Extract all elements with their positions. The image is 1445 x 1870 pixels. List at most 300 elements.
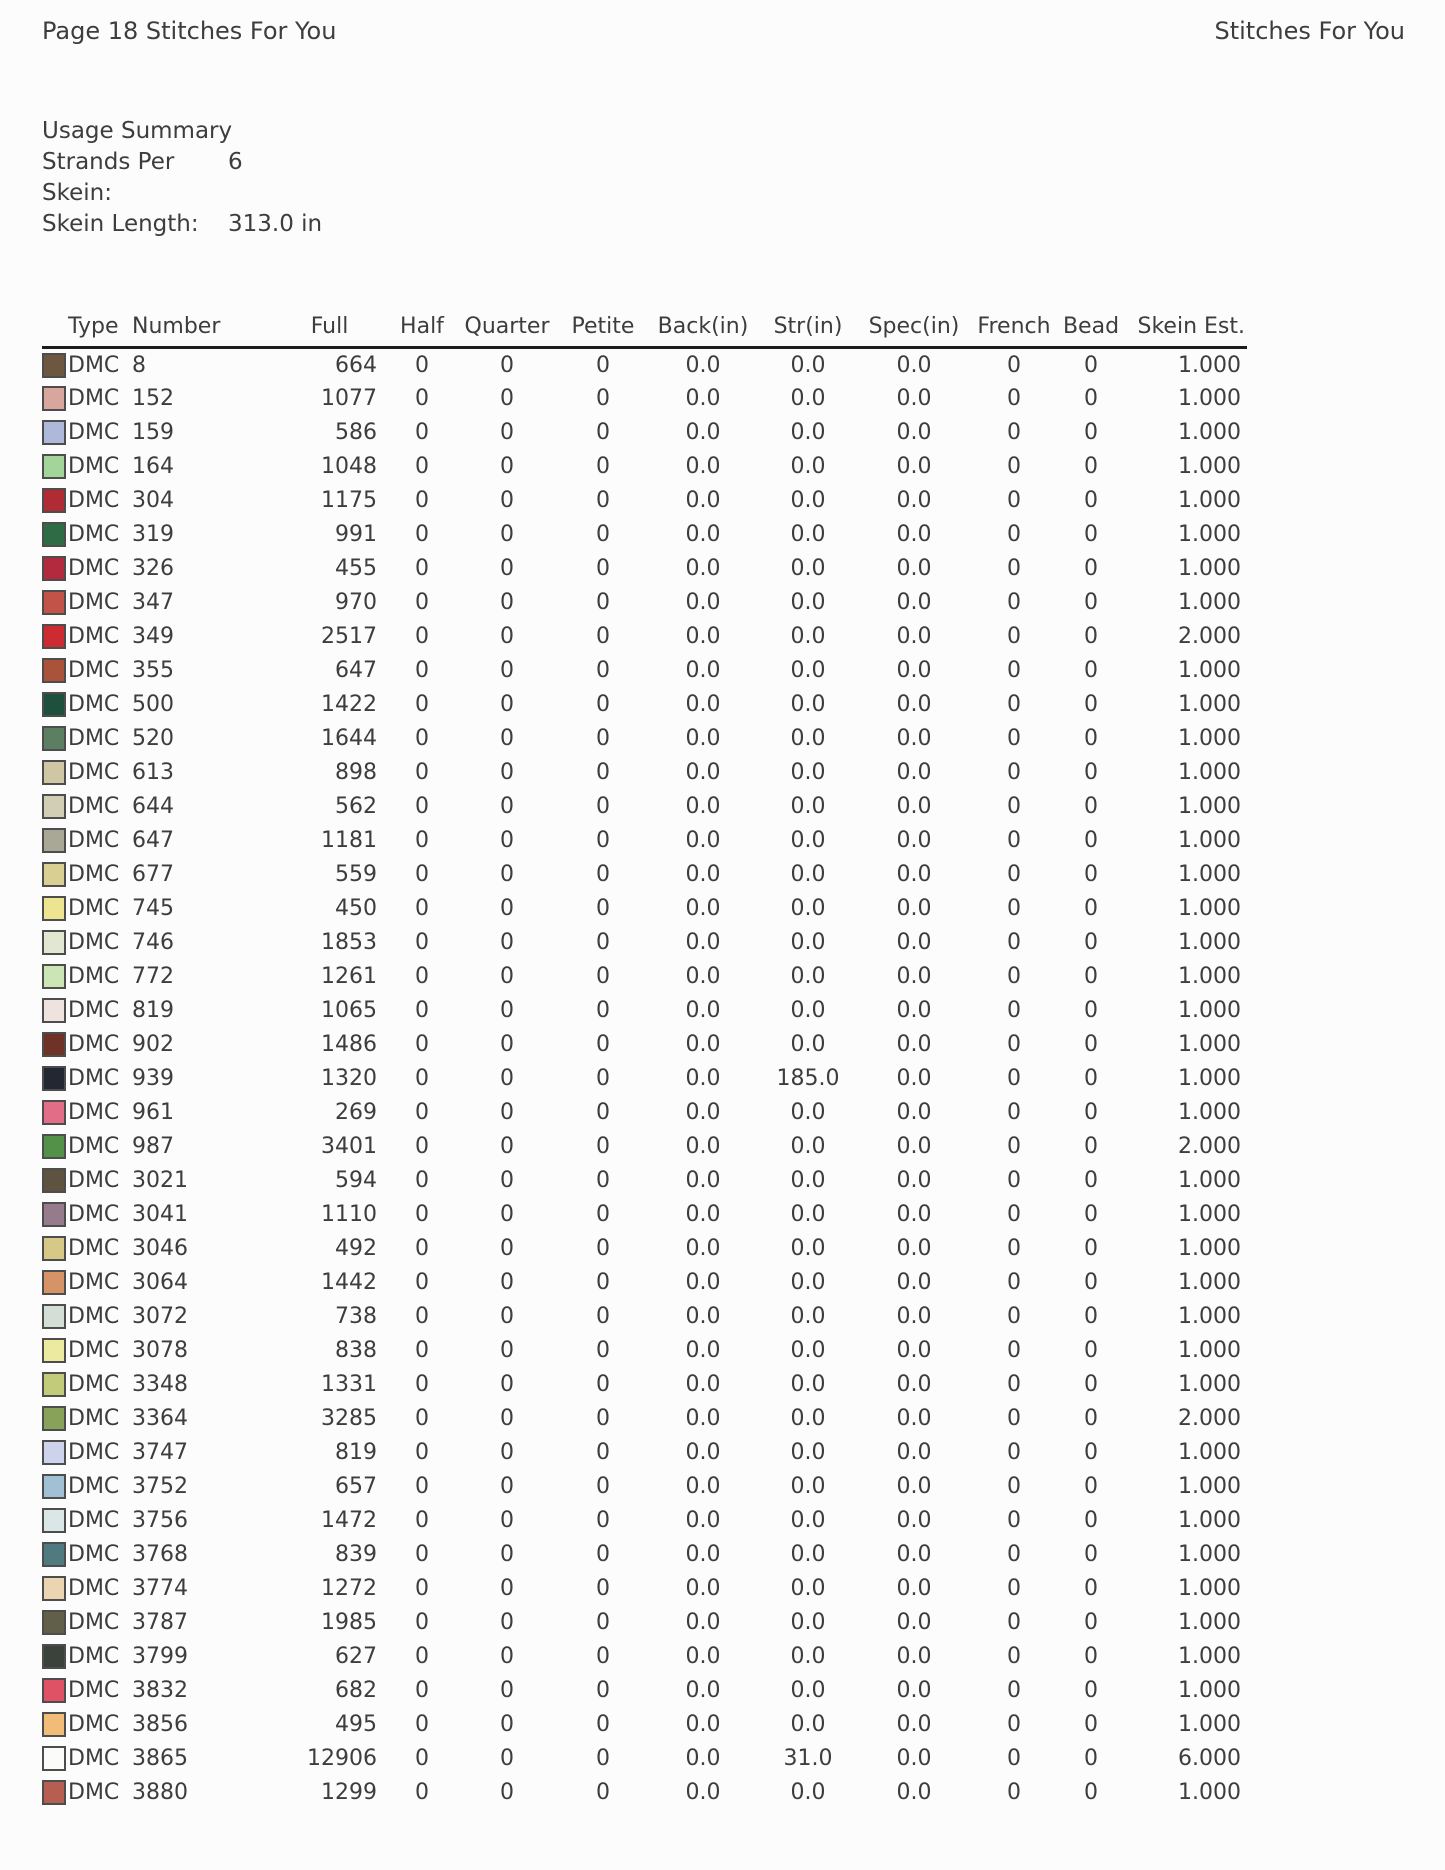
half-cell: 0 (415, 352, 429, 378)
color-swatch (42, 1236, 66, 1261)
number-cell: 500 (132, 692, 174, 717)
swatch-cell (42, 722, 68, 756)
skein-est-cell: 1.000 (1178, 386, 1241, 411)
bead-cell: 0 (1084, 1236, 1098, 1261)
color-swatch (42, 1032, 66, 1057)
bead-cell: 0 (1084, 1678, 1098, 1703)
skein-est-cell: 1.000 (1178, 556, 1241, 581)
number-cell: 3064 (132, 1270, 188, 1295)
str-in-cell: 0.0 (790, 1440, 826, 1465)
str-in-cell: 0.0 (790, 1236, 826, 1261)
number-cell: 304 (132, 488, 174, 513)
str-in-cell: 0.0 (790, 1032, 826, 1057)
type-cell: DMC (68, 726, 120, 751)
swatch-cell (42, 1130, 68, 1164)
quarter-cell: 0 (500, 1236, 514, 1261)
color-swatch (42, 1406, 66, 1431)
french-cell: 0 (1007, 964, 1021, 989)
str-in-cell: 0.0 (790, 964, 826, 989)
quarter-cell: 0 (500, 1474, 514, 1499)
color-swatch (42, 930, 66, 955)
color-swatch (42, 522, 66, 547)
color-swatch (42, 1508, 66, 1533)
number-cell: 3072 (132, 1304, 188, 1329)
petite-cell: 0 (596, 352, 610, 378)
back-in-cell: 0.0 (685, 726, 721, 751)
petite-cell: 0 (596, 1202, 610, 1227)
str-in-cell: 0.0 (790, 760, 826, 785)
full-cell: 594 (335, 1168, 377, 1193)
swatch-cell (42, 1606, 68, 1640)
type-cell: DMC (68, 1134, 120, 1159)
str-in-cell: 0.0 (790, 1610, 826, 1635)
french-cell: 0 (1007, 930, 1021, 955)
half-cell: 0 (415, 1304, 429, 1329)
table-row (42, 960, 1247, 994)
full-cell: 450 (335, 896, 377, 921)
skein-est-cell: 1.000 (1178, 1066, 1241, 1091)
petite-cell: 0 (596, 998, 610, 1023)
color-swatch (42, 1746, 66, 1771)
str-in-cell: 31.0 (783, 1746, 833, 1771)
petite-cell: 0 (596, 1032, 610, 1057)
full-cell: 12906 (307, 1746, 377, 1771)
str-in-cell: 0.0 (790, 828, 826, 853)
type-cell: DMC (68, 1712, 120, 1737)
half-cell: 0 (415, 522, 429, 547)
str-in-cell: 0.0 (790, 1100, 826, 1125)
swatch-cell (42, 1708, 68, 1742)
type-cell: DMC (68, 624, 120, 649)
quarter-cell: 0 (500, 1576, 514, 1601)
quarter-cell: 0 (500, 1304, 514, 1329)
str-in-cell: 0.0 (790, 1202, 826, 1227)
back-in-cell: 0.0 (685, 658, 721, 683)
spec-in-cell: 0.0 (896, 1270, 932, 1295)
bead-cell: 0 (1084, 1542, 1098, 1567)
table-row (42, 824, 1247, 858)
swatch-cell (42, 586, 68, 620)
str-in-cell: 0.0 (790, 522, 826, 547)
full-cell: 1299 (321, 1780, 377, 1805)
type-cell: DMC (68, 1168, 120, 1193)
str-in-cell: 0.0 (790, 1678, 826, 1703)
table-row (42, 1164, 1247, 1198)
back-in-cell: 0.0 (685, 1338, 721, 1363)
back-in-cell: 0.0 (685, 488, 721, 513)
color-swatch (42, 1134, 66, 1159)
skein-est-cell: 1.000 (1178, 1304, 1241, 1329)
number-cell: 819 (132, 998, 174, 1023)
skein-est-cell: 1.000 (1178, 1508, 1241, 1533)
quarter-cell: 0 (500, 1610, 514, 1635)
half-cell: 0 (415, 1780, 429, 1805)
bead-cell: 0 (1084, 1372, 1098, 1397)
skein-est-cell: 1.000 (1178, 590, 1241, 615)
french-cell: 0 (1007, 590, 1021, 615)
skein-est-cell: 1.000 (1178, 1610, 1241, 1635)
spec-in-cell: 0.0 (896, 522, 932, 547)
table-row (42, 654, 1247, 688)
swatch-cell (42, 1096, 68, 1130)
swatch-cell (42, 1470, 68, 1504)
spec-in-cell: 0.0 (896, 658, 932, 683)
color-swatch (42, 1780, 66, 1805)
strands-per-skein-value: 6 (228, 149, 243, 175)
bead-cell: 0 (1084, 556, 1098, 581)
number-cell: 746 (132, 930, 174, 955)
spec-in-cell: 0.0 (896, 1644, 932, 1669)
spec-in-cell: 0.0 (896, 1508, 932, 1533)
str-in-cell: 0.0 (790, 1712, 826, 1737)
bead-cell: 0 (1084, 522, 1098, 547)
color-swatch (42, 1100, 66, 1125)
half-cell: 0 (415, 1338, 429, 1363)
number-cell: 987 (132, 1134, 174, 1159)
str-in-cell: 0.0 (790, 488, 826, 513)
spec-in-cell: 0.0 (896, 930, 932, 955)
petite-cell: 0 (596, 1610, 610, 1635)
half-cell: 0 (415, 1610, 429, 1635)
swatch-cell (42, 518, 68, 552)
skein-est-cell: 1.000 (1178, 726, 1241, 751)
half-cell: 0 (415, 1168, 429, 1193)
type-cell: DMC (68, 1474, 120, 1499)
table-row (42, 348, 1247, 382)
spec-in-cell: 0.0 (896, 1236, 932, 1261)
spec-in-cell: 0.0 (896, 794, 932, 819)
skein-est-cell: 1.000 (1178, 692, 1241, 717)
swatch-cell (42, 1640, 68, 1674)
spec-in-cell: 0.0 (896, 386, 932, 411)
number-cell: 347 (132, 590, 174, 615)
number-cell: 677 (132, 862, 174, 887)
str-in-cell: 0.0 (790, 1134, 826, 1159)
color-swatch (42, 420, 66, 445)
skein-est-cell: 1.000 (1178, 1542, 1241, 1567)
french-cell: 0 (1007, 1066, 1021, 1091)
quarter-cell: 0 (500, 1100, 514, 1125)
petite-cell: 0 (596, 1746, 610, 1771)
quarter-cell: 0 (500, 828, 514, 853)
french-cell: 0 (1007, 1508, 1021, 1533)
back-in-cell: 0.0 (685, 862, 721, 887)
spec-in-cell: 0.0 (896, 726, 932, 751)
spec-in-cell: 0.0 (896, 760, 932, 785)
quarter-cell: 0 (500, 658, 514, 683)
full-cell: 269 (335, 1100, 377, 1125)
page-title-left: Page 18 Stitches For You (42, 17, 337, 45)
str-in-cell: 0.0 (790, 726, 826, 751)
type-cell: DMC (68, 522, 120, 547)
table-row (42, 926, 1247, 960)
full-cell: 1320 (321, 1066, 377, 1091)
skein-est-cell: 1.000 (1178, 1474, 1241, 1499)
back-in-cell: 0.0 (685, 352, 721, 378)
swatch-cell (42, 1402, 68, 1436)
number-cell: 939 (132, 1066, 174, 1091)
back-in-cell: 0.0 (685, 1576, 721, 1601)
number-cell: 3348 (132, 1372, 188, 1397)
quarter-cell: 0 (500, 1202, 514, 1227)
swatch-cell (42, 1198, 68, 1232)
table-row (42, 892, 1247, 926)
number-cell: 3865 (132, 1746, 188, 1771)
half-cell: 0 (415, 998, 429, 1023)
number-cell: 3880 (132, 1780, 188, 1805)
skein-est-cell: 1.000 (1178, 828, 1241, 853)
table-row (42, 450, 1247, 484)
column-header-spec-in: Spec(in) (859, 314, 969, 348)
full-cell: 657 (335, 1474, 377, 1499)
quarter-cell: 0 (500, 1032, 514, 1057)
number-cell: 3078 (132, 1338, 188, 1363)
spec-in-cell: 0.0 (896, 828, 932, 853)
number-cell: 8 (132, 352, 146, 378)
quarter-cell: 0 (500, 1338, 514, 1363)
number-cell: 644 (132, 794, 174, 819)
type-cell: DMC (68, 1780, 120, 1805)
petite-cell: 0 (596, 1236, 610, 1261)
type-cell: DMC (68, 760, 120, 785)
french-cell: 0 (1007, 556, 1021, 581)
french-cell: 0 (1007, 420, 1021, 445)
type-cell: DMC (68, 1440, 120, 1465)
str-in-cell: 0.0 (790, 556, 826, 581)
quarter-cell: 0 (500, 1066, 514, 1091)
skein-est-cell: 1.000 (1178, 1576, 1241, 1601)
str-in-cell: 0.0 (790, 1780, 826, 1805)
back-in-cell: 0.0 (685, 1304, 721, 1329)
back-in-cell: 0.0 (685, 1270, 721, 1295)
petite-cell: 0 (596, 1372, 610, 1397)
number-cell: 613 (132, 760, 174, 785)
spec-in-cell: 0.0 (896, 1066, 932, 1091)
bead-cell: 0 (1084, 930, 1098, 955)
type-cell: DMC (68, 590, 120, 615)
back-in-cell: 0.0 (685, 896, 721, 921)
bead-cell: 0 (1084, 862, 1098, 887)
color-swatch (42, 386, 66, 411)
bead-cell: 0 (1084, 1304, 1098, 1329)
quarter-cell: 0 (500, 1440, 514, 1465)
table-row (42, 688, 1247, 722)
table-row (42, 586, 1247, 620)
swatch-cell (42, 688, 68, 722)
str-in-cell: 0.0 (790, 998, 826, 1023)
bead-cell: 0 (1084, 488, 1098, 513)
quarter-cell: 0 (500, 352, 514, 378)
back-in-cell: 0.0 (685, 1508, 721, 1533)
french-cell: 0 (1007, 1304, 1021, 1329)
french-cell: 0 (1007, 522, 1021, 547)
full-cell: 492 (335, 1236, 377, 1261)
full-cell: 664 (335, 352, 377, 378)
full-cell: 682 (335, 1678, 377, 1703)
str-in-cell: 0.0 (790, 1644, 826, 1669)
color-swatch (42, 1474, 66, 1499)
swatch-cell (42, 756, 68, 790)
str-in-cell: 0.0 (790, 1474, 826, 1499)
skein-est-cell: 1.000 (1178, 420, 1241, 445)
petite-cell: 0 (596, 488, 610, 513)
color-swatch (42, 1440, 66, 1465)
table-row (42, 1640, 1247, 1674)
half-cell: 0 (415, 1712, 429, 1737)
spec-in-cell: 0.0 (896, 624, 932, 649)
type-cell: DMC (68, 794, 120, 819)
bead-cell: 0 (1084, 454, 1098, 479)
french-cell: 0 (1007, 1338, 1021, 1363)
skein-est-cell: 1.000 (1178, 930, 1241, 955)
color-swatch (42, 692, 66, 717)
petite-cell: 0 (596, 1576, 610, 1601)
type-cell: DMC (68, 692, 120, 717)
french-cell: 0 (1007, 1440, 1021, 1465)
back-in-cell: 0.0 (685, 386, 721, 411)
table-row (42, 994, 1247, 1028)
bead-cell: 0 (1084, 1440, 1098, 1465)
color-swatch (42, 1372, 66, 1397)
half-cell: 0 (415, 1236, 429, 1261)
french-cell: 0 (1007, 1134, 1021, 1159)
back-in-cell: 0.0 (685, 1440, 721, 1465)
bead-cell: 0 (1084, 1406, 1098, 1431)
french-cell: 0 (1007, 1576, 1021, 1601)
half-cell: 0 (415, 1066, 429, 1091)
color-swatch (42, 1712, 66, 1737)
swatch-cell (42, 1028, 68, 1062)
spec-in-cell: 0.0 (896, 998, 932, 1023)
skein-est-cell: 1.000 (1178, 352, 1241, 378)
number-cell: 520 (132, 726, 174, 751)
half-cell: 0 (415, 1474, 429, 1499)
type-cell: DMC (68, 1304, 120, 1329)
bead-cell: 0 (1084, 1780, 1098, 1805)
half-cell: 0 (415, 1542, 429, 1567)
quarter-cell: 0 (500, 930, 514, 955)
spec-in-cell: 0.0 (896, 692, 932, 717)
table-row (42, 1028, 1247, 1062)
color-swatch (42, 353, 66, 378)
quarter-cell: 0 (500, 1168, 514, 1193)
spec-in-cell: 0.0 (896, 1202, 932, 1227)
half-cell: 0 (415, 1032, 429, 1057)
color-swatch (42, 1678, 66, 1703)
color-swatch (42, 624, 66, 649)
swatch-cell (42, 620, 68, 654)
petite-cell: 0 (596, 1406, 610, 1431)
back-in-cell: 0.0 (685, 964, 721, 989)
french-cell: 0 (1007, 386, 1021, 411)
color-swatch (42, 1576, 66, 1601)
back-in-cell: 0.0 (685, 1372, 721, 1397)
petite-cell: 0 (596, 1474, 610, 1499)
back-in-cell: 0.0 (685, 420, 721, 445)
swatch-cell (42, 892, 68, 926)
back-in-cell: 0.0 (685, 692, 721, 717)
full-cell: 898 (335, 760, 377, 785)
str-in-cell: 0.0 (790, 1372, 826, 1397)
quarter-cell: 0 (500, 726, 514, 751)
spec-in-cell: 0.0 (896, 1100, 932, 1125)
full-cell: 1985 (321, 1610, 377, 1635)
half-cell: 0 (415, 658, 429, 683)
bead-cell: 0 (1084, 1474, 1098, 1499)
full-cell: 1261 (321, 964, 377, 989)
half-cell: 0 (415, 1372, 429, 1397)
color-swatch (42, 1644, 66, 1669)
skein-est-cell: 1.000 (1178, 794, 1241, 819)
quarter-cell: 0 (500, 794, 514, 819)
french-cell: 0 (1007, 1236, 1021, 1261)
table-row (42, 790, 1247, 824)
full-cell: 559 (335, 862, 377, 887)
french-cell: 0 (1007, 1202, 1021, 1227)
spec-in-cell: 0.0 (896, 352, 932, 378)
number-cell: 961 (132, 1100, 174, 1125)
half-cell: 0 (415, 1406, 429, 1431)
bead-cell: 0 (1084, 760, 1098, 785)
number-cell: 772 (132, 964, 174, 989)
str-in-cell: 0.0 (790, 1406, 826, 1431)
str-in-cell: 0.0 (790, 1304, 826, 1329)
french-cell: 0 (1007, 1644, 1021, 1669)
quarter-cell: 0 (500, 1270, 514, 1295)
spec-in-cell: 0.0 (896, 420, 932, 445)
column-header-petite: Petite (557, 314, 649, 348)
quarter-cell: 0 (500, 1508, 514, 1533)
half-cell: 0 (415, 624, 429, 649)
petite-cell: 0 (596, 1644, 610, 1669)
number-cell: 3747 (132, 1440, 188, 1465)
half-cell: 0 (415, 1746, 429, 1771)
number-cell: 3364 (132, 1406, 188, 1431)
quarter-cell: 0 (500, 488, 514, 513)
color-swatch (42, 896, 66, 921)
swatch-cell (42, 348, 68, 382)
full-cell: 647 (335, 658, 377, 683)
quarter-cell: 0 (500, 1712, 514, 1737)
table-row (42, 1674, 1247, 1708)
number-cell: 326 (132, 556, 174, 581)
number-cell: 3799 (132, 1644, 188, 1669)
full-cell: 1272 (321, 1576, 377, 1601)
spec-in-cell: 0.0 (896, 1440, 932, 1465)
table-row (42, 416, 1247, 450)
type-cell: DMC (68, 862, 120, 887)
column-header-half: Half (387, 314, 457, 348)
bead-cell: 0 (1084, 658, 1098, 683)
bead-cell: 0 (1084, 590, 1098, 615)
type-cell: DMC (68, 1508, 120, 1533)
type-cell: DMC (68, 1066, 120, 1091)
spec-in-cell: 0.0 (896, 1168, 932, 1193)
type-cell: DMC (68, 454, 120, 479)
table-row (42, 382, 1247, 416)
spec-in-cell: 0.0 (896, 1610, 932, 1635)
half-cell: 0 (415, 1270, 429, 1295)
type-cell: DMC (68, 352, 120, 378)
full-cell: 970 (335, 590, 377, 615)
half-cell: 0 (415, 930, 429, 955)
str-in-cell: 0.0 (790, 1542, 826, 1567)
str-in-cell: 0.0 (790, 658, 826, 683)
skein-est-cell: 1.000 (1178, 1168, 1241, 1193)
half-cell: 0 (415, 1508, 429, 1533)
full-cell: 562 (335, 794, 377, 819)
petite-cell: 0 (596, 930, 610, 955)
